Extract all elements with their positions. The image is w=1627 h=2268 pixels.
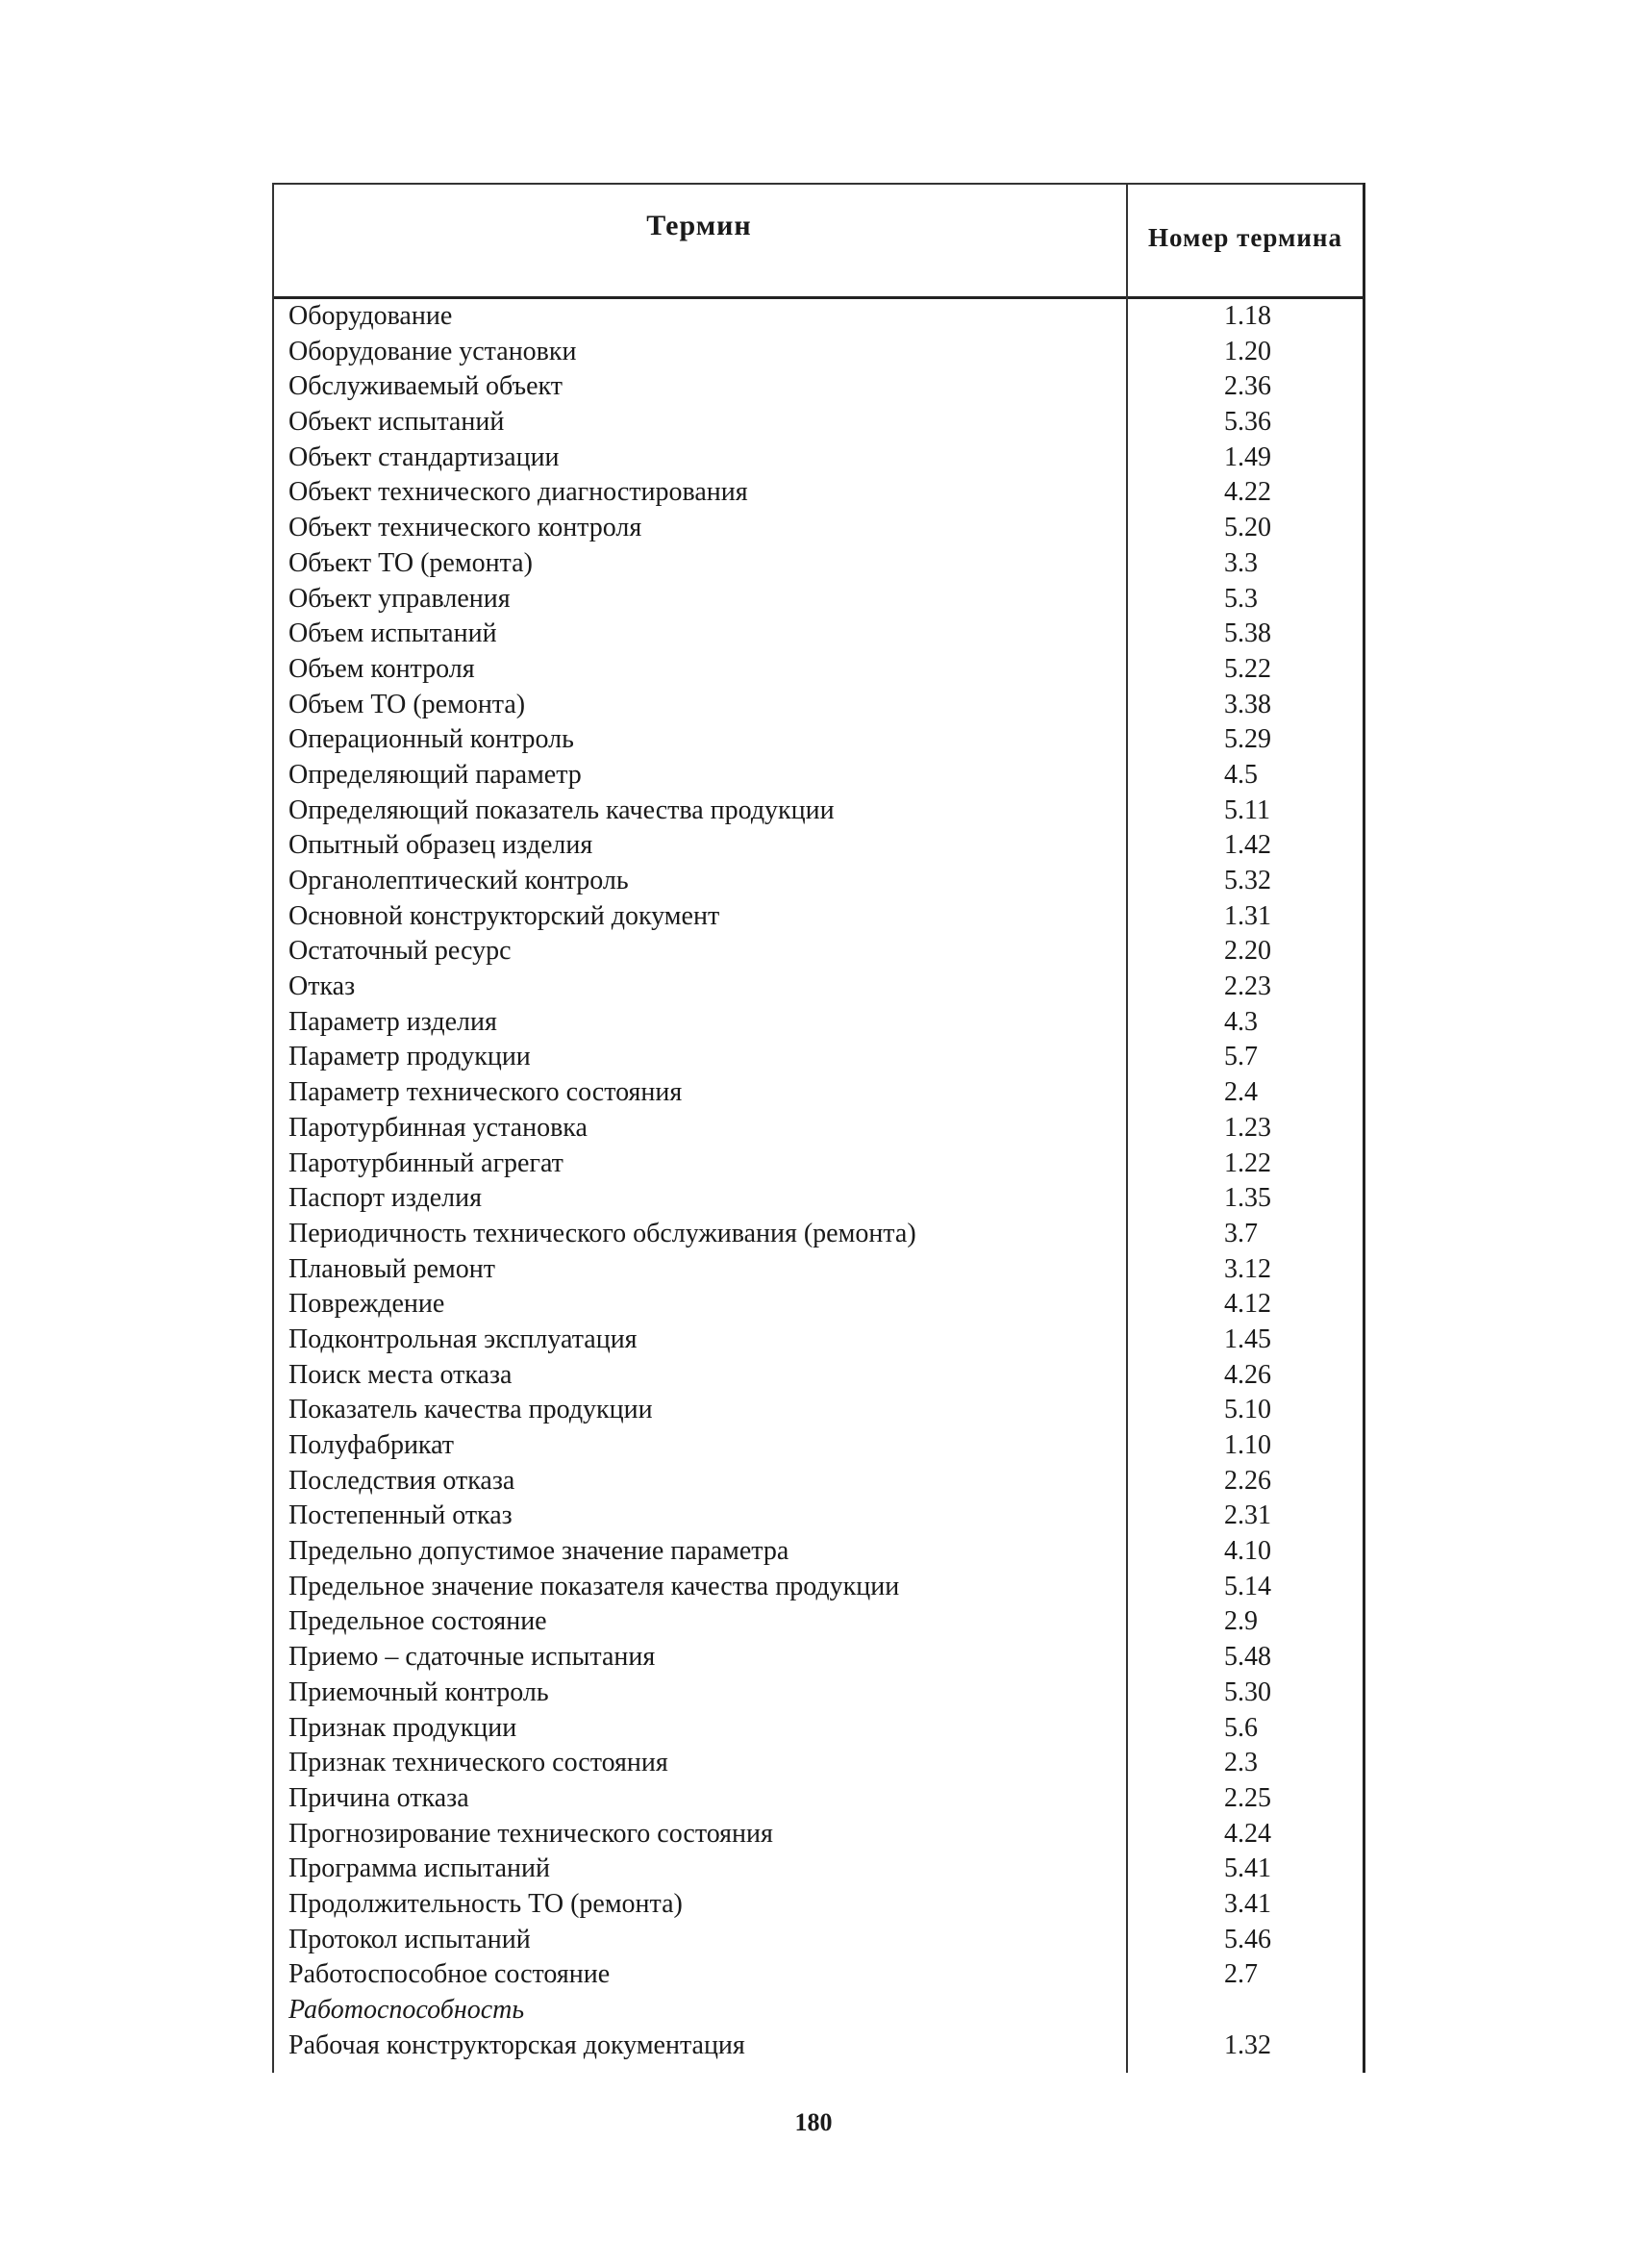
term-cell: Отказ [288, 971, 356, 1002]
term-number-cell: 5.36 [1224, 407, 1271, 438]
table-row [272, 1884, 1364, 1920]
table-row [272, 1849, 1364, 1884]
term-number-cell: 1.20 [1224, 336, 1271, 366]
term-number-cell: 5.41 [1224, 1853, 1271, 1884]
table-row [272, 1673, 1364, 1708]
term-cell: Оборудование [288, 301, 453, 331]
table-row [272, 296, 1364, 332]
term-number-cell: 5.22 [1224, 653, 1271, 684]
term-cell: Последствия отказа [288, 1465, 515, 1496]
term-cell: Поиск места отказа [288, 1359, 513, 1390]
term-cell: Органолептический контроль [288, 866, 629, 895]
term-cell: Постепенный отказ [288, 1500, 513, 1531]
table-row [272, 1708, 1364, 1744]
table-row [272, 1144, 1364, 1179]
term-number-cell: 2.36 [1224, 371, 1271, 402]
term-number-cell: 1.23 [1224, 1112, 1271, 1143]
term-cell: Определяющий показатель качества продукции [288, 794, 835, 825]
term-number-cell: 5.48 [1224, 1642, 1271, 1673]
table-row [272, 1355, 1364, 1391]
table-row [272, 1320, 1364, 1355]
table-row [272, 1920, 1364, 1955]
table-row [272, 472, 1364, 508]
term-cell: Протокол испытаний [288, 1924, 531, 1954]
term-cell: Операционный контроль [288, 724, 574, 755]
table-row [272, 1072, 1364, 1108]
table-row [272, 1496, 1364, 1531]
table-row [272, 1284, 1364, 1320]
table-row [272, 1108, 1364, 1144]
term-cell: Объект технического контроля [288, 513, 642, 543]
term-number-cell: 1.32 [1224, 2029, 1271, 2060]
table-row [272, 1249, 1364, 1285]
term-number-cell: 5.38 [1224, 618, 1271, 649]
term-number-cell: 1.49 [1224, 441, 1271, 472]
term-number-cell: 2.25 [1224, 1782, 1271, 1813]
table-row [272, 1954, 1364, 1990]
table-row [272, 508, 1364, 543]
term-cell: Работоспособное состояние [288, 1959, 611, 1990]
table-row [272, 931, 1364, 967]
term-cell: Параметр изделия [288, 1006, 497, 1037]
table-row [272, 1990, 1364, 2026]
table-row [272, 2026, 1364, 2061]
terms-table [272, 183, 1364, 2073]
term-cell: Паротурбинный агрегат [288, 1147, 563, 1178]
table-row [272, 685, 1364, 720]
term-cell: Объект ТО (ремонта) [288, 547, 533, 578]
term-number-cell: 2.4 [1224, 1077, 1258, 1108]
term-number-cell: 4.22 [1224, 477, 1271, 508]
table-row [272, 1601, 1364, 1637]
term-number-cell: 4.3 [1224, 1006, 1258, 1037]
table-row [272, 755, 1364, 791]
table-row [272, 332, 1364, 367]
table-row [272, 579, 1364, 615]
term-number-cell: 1.31 [1224, 900, 1271, 931]
term-number-cell: 4.5 [1224, 759, 1258, 790]
term-number-cell: 1.22 [1224, 1147, 1271, 1178]
table-row [272, 649, 1364, 685]
term-number-cell: 5.14 [1224, 1571, 1271, 1601]
table-row [272, 1567, 1364, 1602]
term-cell: Опытный образец изделия [288, 830, 593, 861]
term-cell: Обслуживаемый объект [288, 371, 563, 402]
term-cell: Объект испытаний [288, 407, 505, 438]
term-cell: Объект технического диагностирования [288, 477, 748, 508]
term-number-cell: 5.30 [1224, 1676, 1271, 1707]
term-cell: Периодичность технического обслуживания (ремонта) [288, 1218, 916, 1248]
term-number-cell: 1.10 [1224, 1430, 1271, 1460]
page-number: 180 [794, 2108, 833, 2136]
table-row [272, 438, 1364, 473]
table-row [272, 1743, 1364, 1778]
table-row [272, 719, 1364, 755]
table-row [272, 1425, 1364, 1461]
table-row [272, 614, 1364, 649]
table-row [272, 402, 1364, 438]
table-row [272, 896, 1364, 932]
term-cell: Повреждение [288, 1289, 445, 1320]
term-cell: Параметр технического состояния [288, 1077, 683, 1108]
table-row [272, 543, 1364, 579]
table-row [272, 861, 1364, 896]
table-row [272, 1390, 1364, 1425]
term-cell: Паротурбинная установка [288, 1112, 588, 1143]
term-cell: Приемо – сдаточные испытания [288, 1642, 656, 1673]
table-row [272, 791, 1364, 826]
term-number-cell: 5.11 [1224, 794, 1270, 825]
term-cell: Продолжительность ТО (ремонта) [288, 1888, 683, 1919]
term-cell: Полуфабрикат [288, 1430, 455, 1460]
term-number-cell: 2.9 [1224, 1606, 1258, 1637]
table-row [272, 1461, 1364, 1497]
term-number-cell: 1.42 [1224, 830, 1271, 861]
term-number-cell: 2.7 [1224, 1959, 1258, 1990]
term-number-cell: 5.3 [1224, 583, 1258, 614]
term-number-cell: 2.31 [1224, 1500, 1271, 1531]
term-number-cell: 4.24 [1224, 1818, 1271, 1849]
column-header-number: Номер термина [1148, 223, 1342, 252]
term-number-cell: 5.7 [1224, 1042, 1258, 1072]
term-cell: Показатель качества продукции [288, 1395, 653, 1425]
table-row [272, 1814, 1364, 1850]
table-row [272, 1214, 1364, 1249]
term-cell: Приемочный контроль [288, 1676, 549, 1707]
term-cell: Работоспособность [288, 1995, 525, 2025]
term-number-cell: 3.41 [1224, 1888, 1271, 1919]
table-body [272, 296, 1364, 2060]
term-cell: Параметр продукции [288, 1042, 531, 1072]
term-cell: Причина отказа [288, 1782, 469, 1813]
term-cell: Предельное значение показателя качества продукции [288, 1571, 900, 1601]
term-cell: Подконтрольная эксплуатация [288, 1323, 638, 1354]
column-header-term: Термин [646, 210, 752, 241]
term-number-cell: 4.26 [1224, 1359, 1271, 1390]
table-row [272, 1178, 1364, 1214]
table-row [272, 1531, 1364, 1567]
term-number-cell: 2.3 [1224, 1748, 1258, 1778]
term-cell: Объем контроля [288, 653, 475, 684]
table-row [272, 1037, 1364, 1072]
term-number-cell: 5.20 [1224, 513, 1271, 543]
term-cell: Прогнозирование технического состояния [288, 1818, 773, 1849]
term-cell: Предельно допустимое значение параметра [288, 1536, 789, 1567]
term-number-cell: 5.46 [1224, 1924, 1271, 1954]
term-number-cell: 5.6 [1224, 1712, 1258, 1743]
term-cell: Объем испытаний [288, 618, 497, 649]
term-cell: Объект управления [288, 583, 511, 614]
term-cell: Программа испытаний [288, 1853, 550, 1884]
term-cell: Остаточный ресурс [288, 936, 512, 967]
table-row [272, 1002, 1364, 1038]
term-number-cell: 4.10 [1224, 1536, 1271, 1567]
table-row [272, 825, 1364, 861]
table-row [272, 967, 1364, 1002]
term-cell: Оборудование установки [288, 336, 577, 366]
term-cell: Основной конструкторский документ [288, 900, 720, 931]
term-cell: Плановый ремонт [288, 1253, 495, 1284]
term-cell: Объем ТО (ремонта) [288, 689, 526, 719]
term-number-cell: 3.38 [1224, 689, 1271, 719]
table-row [272, 1637, 1364, 1673]
term-cell: Предельное состояние [288, 1606, 547, 1637]
term-cell: Паспорт изделия [288, 1183, 482, 1214]
term-number-cell: 1.45 [1224, 1323, 1271, 1354]
term-number-cell: 4.12 [1224, 1289, 1271, 1320]
term-number-cell: 3.12 [1224, 1253, 1271, 1284]
table-row [272, 1778, 1364, 1814]
term-cell: Определяющий параметр [288, 759, 582, 790]
term-number-cell: 1.35 [1224, 1183, 1271, 1214]
term-number-cell: 5.32 [1224, 866, 1271, 895]
term-number-cell: 3.7 [1224, 1218, 1258, 1248]
term-cell: Признак продукции [288, 1712, 517, 1743]
term-number-cell: 5.29 [1224, 724, 1271, 755]
term-number-cell: 3.3 [1224, 547, 1258, 578]
term-number-cell: 2.26 [1224, 1465, 1271, 1496]
term-number-cell: 5.10 [1224, 1395, 1271, 1425]
term-number-cell: 2.23 [1224, 971, 1271, 1002]
term-cell: Признак технического состояния [288, 1748, 668, 1778]
term-cell: Объект стандартизации [288, 441, 560, 472]
term-number-cell: 2.20 [1224, 936, 1271, 967]
table-row [272, 366, 1364, 402]
term-cell: Рабочая конструкторская документация [288, 2029, 745, 2060]
table-top-border [272, 183, 1364, 185]
term-number-cell: 1.18 [1224, 301, 1271, 331]
